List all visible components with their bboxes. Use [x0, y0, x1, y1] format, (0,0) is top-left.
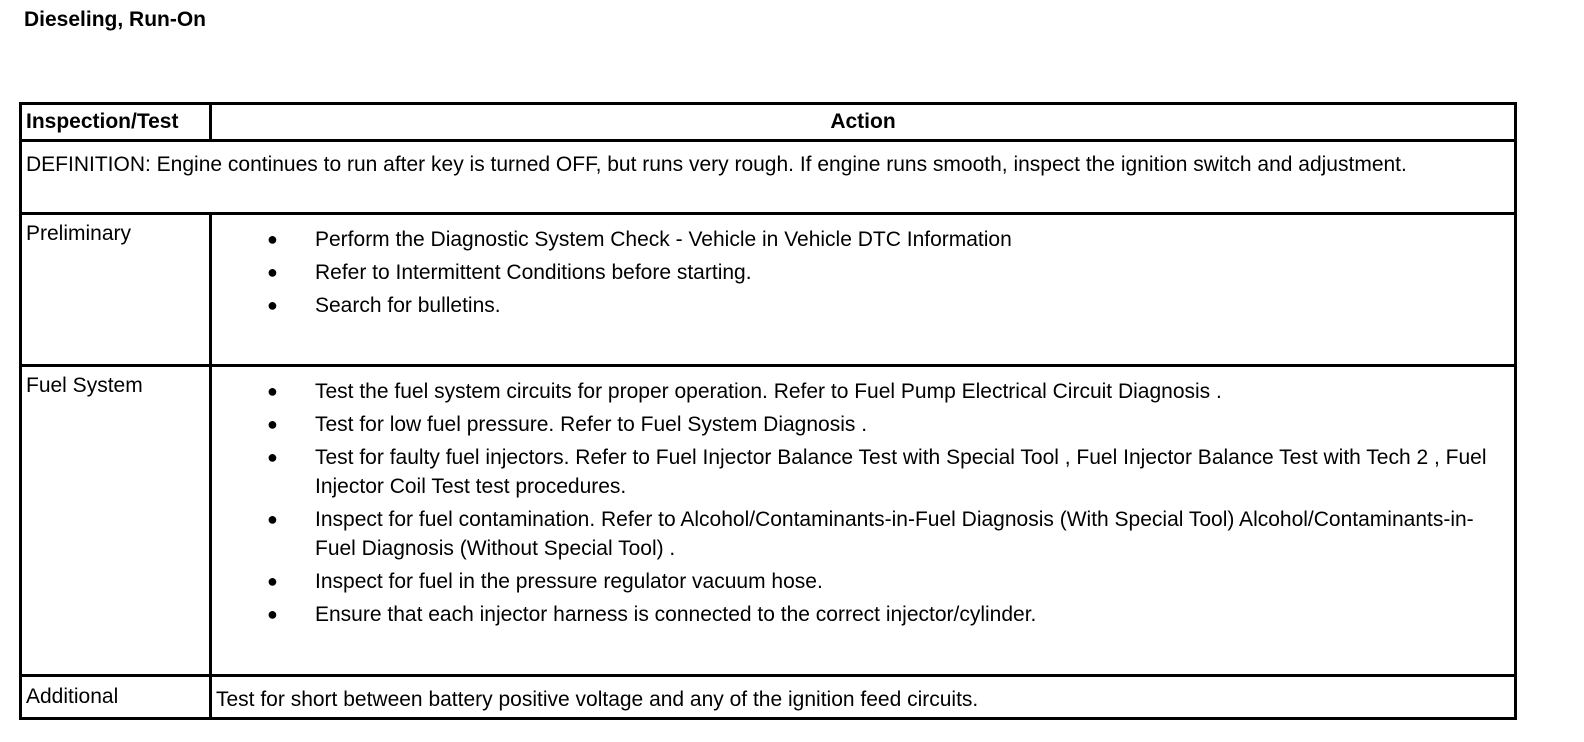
bullet-icon: ● — [267, 604, 278, 624]
list-item — [212, 410, 1514, 439]
row-label-additional: Additional — [21, 676, 211, 719]
table-row — [21, 676, 1516, 719]
table-header-row — [21, 104, 1516, 141]
bullet-icon: ● — [267, 262, 278, 282]
action-cell-preliminary — [211, 214, 1516, 366]
table-row — [21, 366, 1516, 676]
bullet-icon: ● — [267, 414, 278, 434]
header-action: Action — [211, 104, 1516, 141]
row-label-fuel-system: Fuel System — [21, 366, 211, 676]
list-item-text: Ensure that each injector harness is connected to the correct injector/cylinder. — [315, 603, 1037, 626]
list-item — [212, 377, 1514, 406]
list-item-text: Refer to Intermittent Conditions before starting. — [315, 261, 752, 284]
definition-row — [21, 141, 1516, 214]
list-item — [212, 258, 1514, 287]
bullet-icon: ● — [267, 509, 278, 529]
list-item-text: Inspect for fuel in the pressure regulator vacuum hose. — [315, 570, 823, 593]
action-list — [212, 215, 1514, 320]
list-item-text: Perform the Diagnostic System Check - Vehicle in Vehicle DTC Information — [315, 228, 1012, 251]
list-item — [212, 505, 1514, 563]
definition-text: DEFINITION: Engine continues to run after key is turned OFF, but runs very rough. If engine runs smooth, inspect the ignition switch and adjustment. — [21, 141, 1516, 214]
diagnostic-table — [19, 102, 1517, 720]
action-cell-additional: Test for short between battery positive voltage and any of the ignition feed circuits. — [211, 676, 1516, 719]
bullet-icon: ● — [267, 295, 278, 315]
header-inspection-test: Inspection/Test — [21, 104, 211, 141]
list-item — [212, 225, 1514, 254]
list-item — [212, 567, 1514, 596]
bullet-icon: ● — [267, 381, 278, 401]
row-label-preliminary: Preliminary — [21, 214, 211, 366]
list-item-text: Search for bulletins. — [315, 294, 501, 317]
bullet-icon: ● — [267, 229, 278, 249]
bullet-icon: ● — [267, 571, 278, 591]
action-list — [212, 367, 1514, 629]
list-item-text: Inspect for fuel contamination. Refer to Alcohol/Contaminants-in-Fuel Diagnosis (With Special Tool) Alcohol/Contaminants-in-Fuel Diagnosis (Without Special Tool) . — [315, 508, 1474, 560]
list-item — [212, 443, 1514, 501]
list-item-text: Test for faulty fuel injectors. Refer to Fuel Injector Balance Test with Special Tool , Fuel Injector Balance Test with Tech 2 , Fuel Injector Coil Test test procedures. — [315, 446, 1487, 498]
page-title: Dieseling, Run-On — [24, 8, 207, 31]
list-item — [212, 600, 1514, 629]
list-item-text: Test the fuel system circuits for proper operation. Refer to Fuel Pump Electrical Circuit Diagnosis . — [315, 380, 1222, 403]
list-item — [212, 291, 1514, 320]
action-cell-fuel-system — [211, 366, 1516, 676]
bullet-icon: ● — [267, 447, 278, 467]
table-row — [21, 214, 1516, 366]
list-item-text: Test for low fuel pressure. Refer to Fuel System Diagnosis . — [315, 413, 868, 436]
